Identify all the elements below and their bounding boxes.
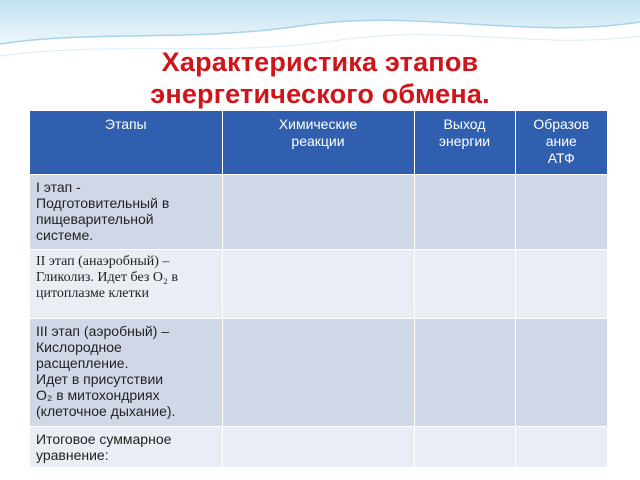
summary-text: Итоговое суммарное уравнение: (36, 431, 172, 463)
header-stages (30, 111, 222, 175)
reactions-cell (222, 250, 414, 319)
header-reactions-label: Химические реакции (278, 116, 358, 149)
atp-cell (515, 175, 607, 250)
header-energy-output (414, 111, 515, 175)
stage-cell (30, 319, 222, 427)
atp-cell (515, 427, 607, 468)
stages-table (30, 111, 607, 467)
slide-title (0, 46, 640, 110)
table-row (30, 250, 607, 319)
atp-cell (515, 319, 607, 427)
header-reactions (222, 111, 414, 175)
reactions-cell (222, 319, 414, 427)
table-header-row (30, 111, 607, 175)
stage-cell (30, 250, 222, 319)
table-row (30, 319, 607, 427)
table-row (30, 427, 607, 468)
stage-1-text: I этап - Подготовительный в пищеварительной системе. (36, 179, 170, 243)
header-energy-output-label: Выход энергии (438, 116, 491, 149)
stage-cell (30, 427, 222, 468)
energy-cell (414, 427, 515, 468)
reactions-cell (222, 175, 414, 250)
stage-3-text: III этап (аэробный) – Кислородное расщепление. Идет в присутствии O₂ в митохондриях (клеточное дыхание). (36, 323, 176, 419)
stage-2-text: II этап (анаэробный) – Гликолиз. Идет без O₂ в цитоплазме клетки (36, 254, 178, 301)
header-atp-formation (515, 111, 607, 175)
energy-cell (414, 319, 515, 427)
title-line-1: Характеристика этапов (161, 47, 479, 77)
title-line-2: энергетического обмена. (150, 79, 490, 109)
energy-cell (414, 175, 515, 250)
table-row (30, 175, 607, 250)
header-stages-label: Этапы (104, 116, 147, 132)
stage-cell (30, 175, 222, 250)
reactions-cell (222, 427, 414, 468)
header-atp-formation-label: Образов ание АТФ (533, 116, 590, 166)
atp-cell (515, 250, 607, 319)
energy-cell (414, 250, 515, 319)
